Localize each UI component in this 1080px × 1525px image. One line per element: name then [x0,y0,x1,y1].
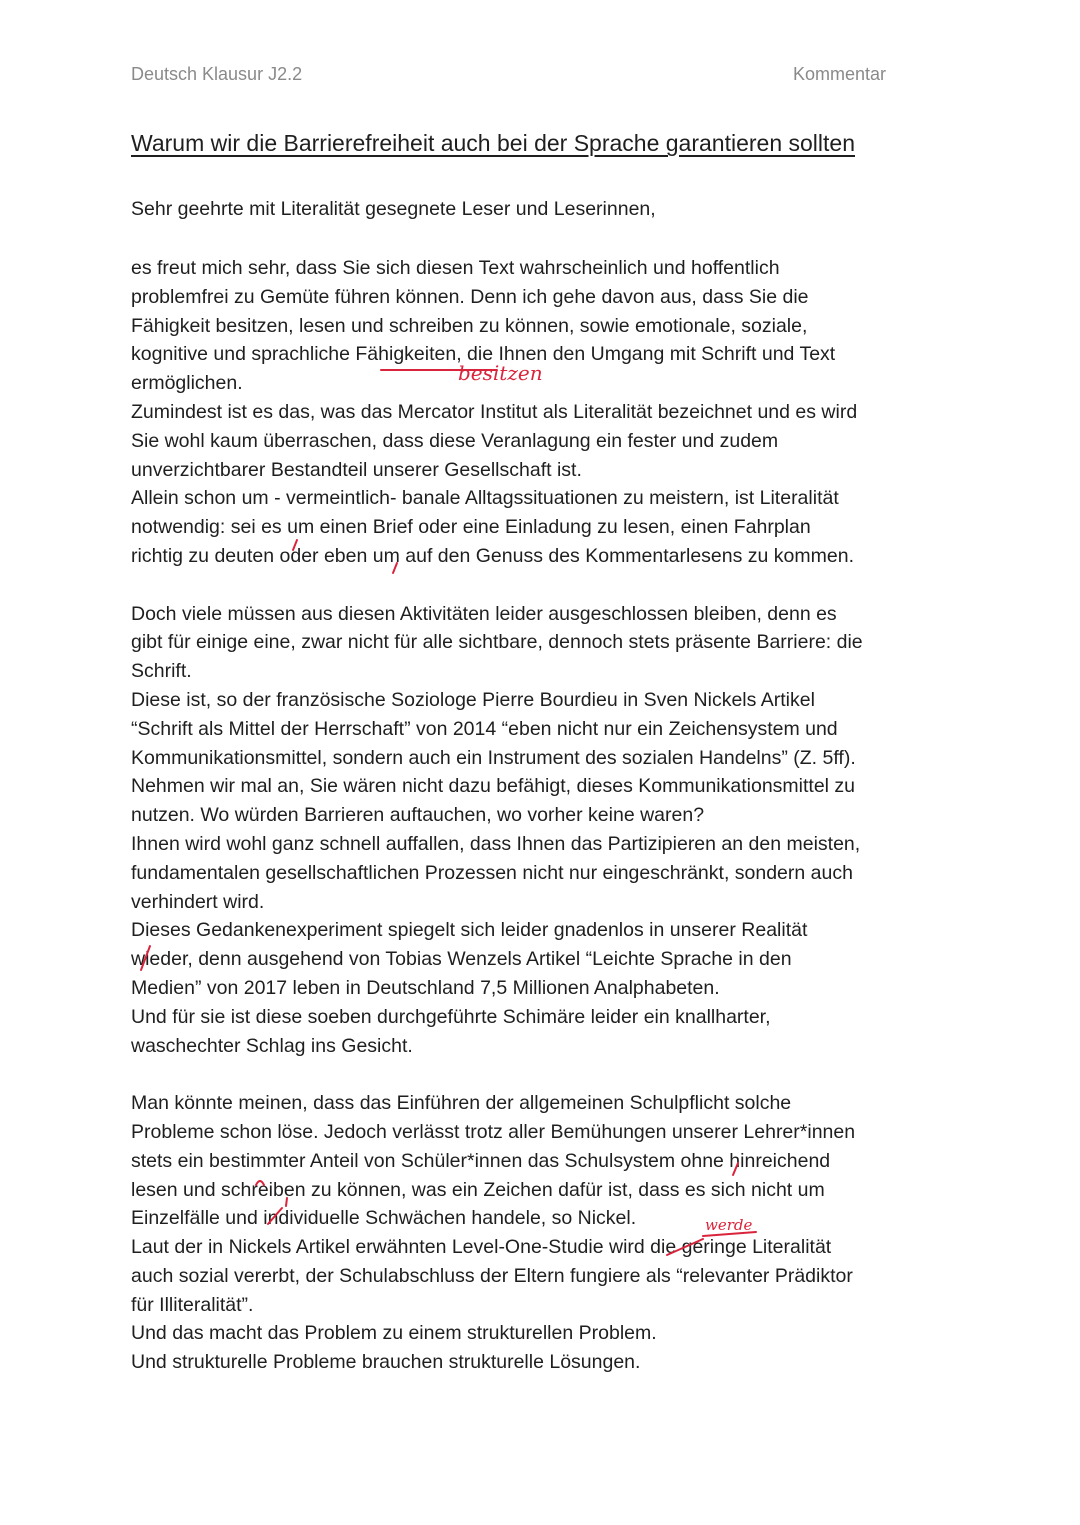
text-line: stets ein bestimmter Anteil von Schüler*innen das Schulsystem ohne hinreichend [131,1149,831,1172]
header-text-type: Kommentar [792,64,886,84]
text-line: wieder, denn ausgehend von Tobias Wenzels Artikel “Leichte Sprache in den [131,948,792,971]
text-line: Fähigkeit besitzen, lesen und schreiben zu können, sowie emotionale, soziale, [131,314,808,337]
text-line: verhindert wird. [131,890,265,913]
paragraph-1 [131,254,991,571]
text-line: fundamentalen gesellschaftlichen Prozessen nicht nur eingeschränkt, sondern auch [131,861,853,884]
text-line: kognitive und sprachliche Fähigkeiten, die Ihnen den Umgang mit Schrift und Text [131,343,836,366]
text-line: richtig zu deuten oder eben um auf den Genuss des Kommentarlesens zu kommen. [131,544,854,567]
text-line: lesen und schreiben zu können, was ein Zeichen dafür ist, dass es sich nicht um [131,1178,825,1201]
text-line: Probleme schon löse. Jedoch verlässt trotz aller Bemühungen unserer Lehrer*innen [131,1120,856,1143]
correction-besitzen: besitzen [458,361,543,385]
text-line: es freut mich sehr, dass Sie sich diesen Text wahrscheinlich und hoffentlich [131,257,780,279]
document-body [131,254,991,1377]
text-line: Einzelfälle und individuelle Schwächen handele, so Nickel. [131,1207,637,1230]
paragraph-3 [131,1089,991,1377]
text-line: ermöglichen. [131,372,243,395]
text-line: nutzen. Wo würden Barrieren auftauchen, wo vorher keine waren? [131,804,705,827]
text-line: auch sozial vererbt, der Schulabschluss der Eltern fungiere als “relevanter Prädiktor [131,1264,853,1287]
text-line: Doch viele müssen aus diesen Aktivitäten leider ausgeschlossen bleiben, denn es [131,602,837,625]
text-line: waschechter Schlag ins Gesicht. [131,1034,413,1057]
text-line: unverzichtbarer Bestandteil unserer Gesellschaft ist. [131,458,582,481]
salutation: Sehr geehrte mit Literalität gesegnete Leser und Leserinnen, [131,198,656,220]
page-header [131,64,886,90]
text-line: Schrift. [131,660,192,683]
text-line: Allein schon um - vermeintlich- banale Alltagssituationen zu meistern, ist Literalität [131,487,839,510]
correction-werde: werde [705,1216,753,1234]
paragraph-gap [131,571,991,600]
text-line: notwendig: sei es um einen Brief oder eine Einladung zu lesen, einen Fahrplan [131,516,811,539]
text-line: Und das macht das Problem zu einem strukturellen Problem. [131,1322,657,1345]
text-line: Und strukturelle Probleme brauchen strukturelle Lösungen. [131,1351,641,1374]
text-line: Sie wohl kaum überraschen, dass diese Veranlagung ein fester und zudem [131,429,779,452]
text-line: Nehmen wir mal an, Sie wären nicht dazu befähigt, dieses Kommunikationsmittel zu [131,775,856,798]
text-line: Medien” von 2017 leben in Deutschland 7,5 Millionen Analphabeten. [131,976,720,999]
text-line: Und für sie ist diese soeben durchgeführte Schimäre leider ein knallharter, [131,1005,771,1028]
text-line: Ihnen wird wohl ganz schnell auffallen, dass Ihnen das Partizipieren an den meisten, [131,832,861,855]
text-line: Laut der in Nickels Artikel erwähnten Level-One-Studie wird die geringe Literalität [131,1236,832,1259]
text-line: “Schrift als Mittel der Herrschaft” von 2014 “eben nicht nur ein Zeichensystem und [131,717,838,740]
header-course-label: Deutsch Klausur J2.2 [131,64,303,84]
document-title: Warum wir die Barrierefreiheit auch bei der Sprache garantieren sollten [131,130,855,156]
text-line: für Illiteralität”. [131,1293,254,1316]
text-line: problemfrei zu Gemüte führen können. Denn ich gehe davon aus, dass Sie die [131,285,809,308]
text-line: Diese ist, so der französische Soziologe Pierre Bourdieu in Sven Nickels Artikel [131,688,815,711]
paragraph-gap [131,1060,991,1089]
text-line: gibt für einige eine, zwar nicht für alle sichtbare, dennoch stets präsente Barriere: die [131,631,863,654]
text-line: Man könnte meinen, dass das Einführen der allgemeinen Schulpflicht solche [131,1092,792,1115]
text-line: Zumindest ist es das, was das Mercator Institut als Literalität bezeichnet und es wird [131,400,858,423]
paragraph-2 [131,600,991,1061]
text-line: Kommunikationsmittel, sondern auch ein Instrument des sozialen Handelns” (Z. 5ff). [131,746,856,769]
text-line: Dieses Gedankenexperiment spiegelt sich leider gnadenlos in unserer Realität [131,919,808,942]
